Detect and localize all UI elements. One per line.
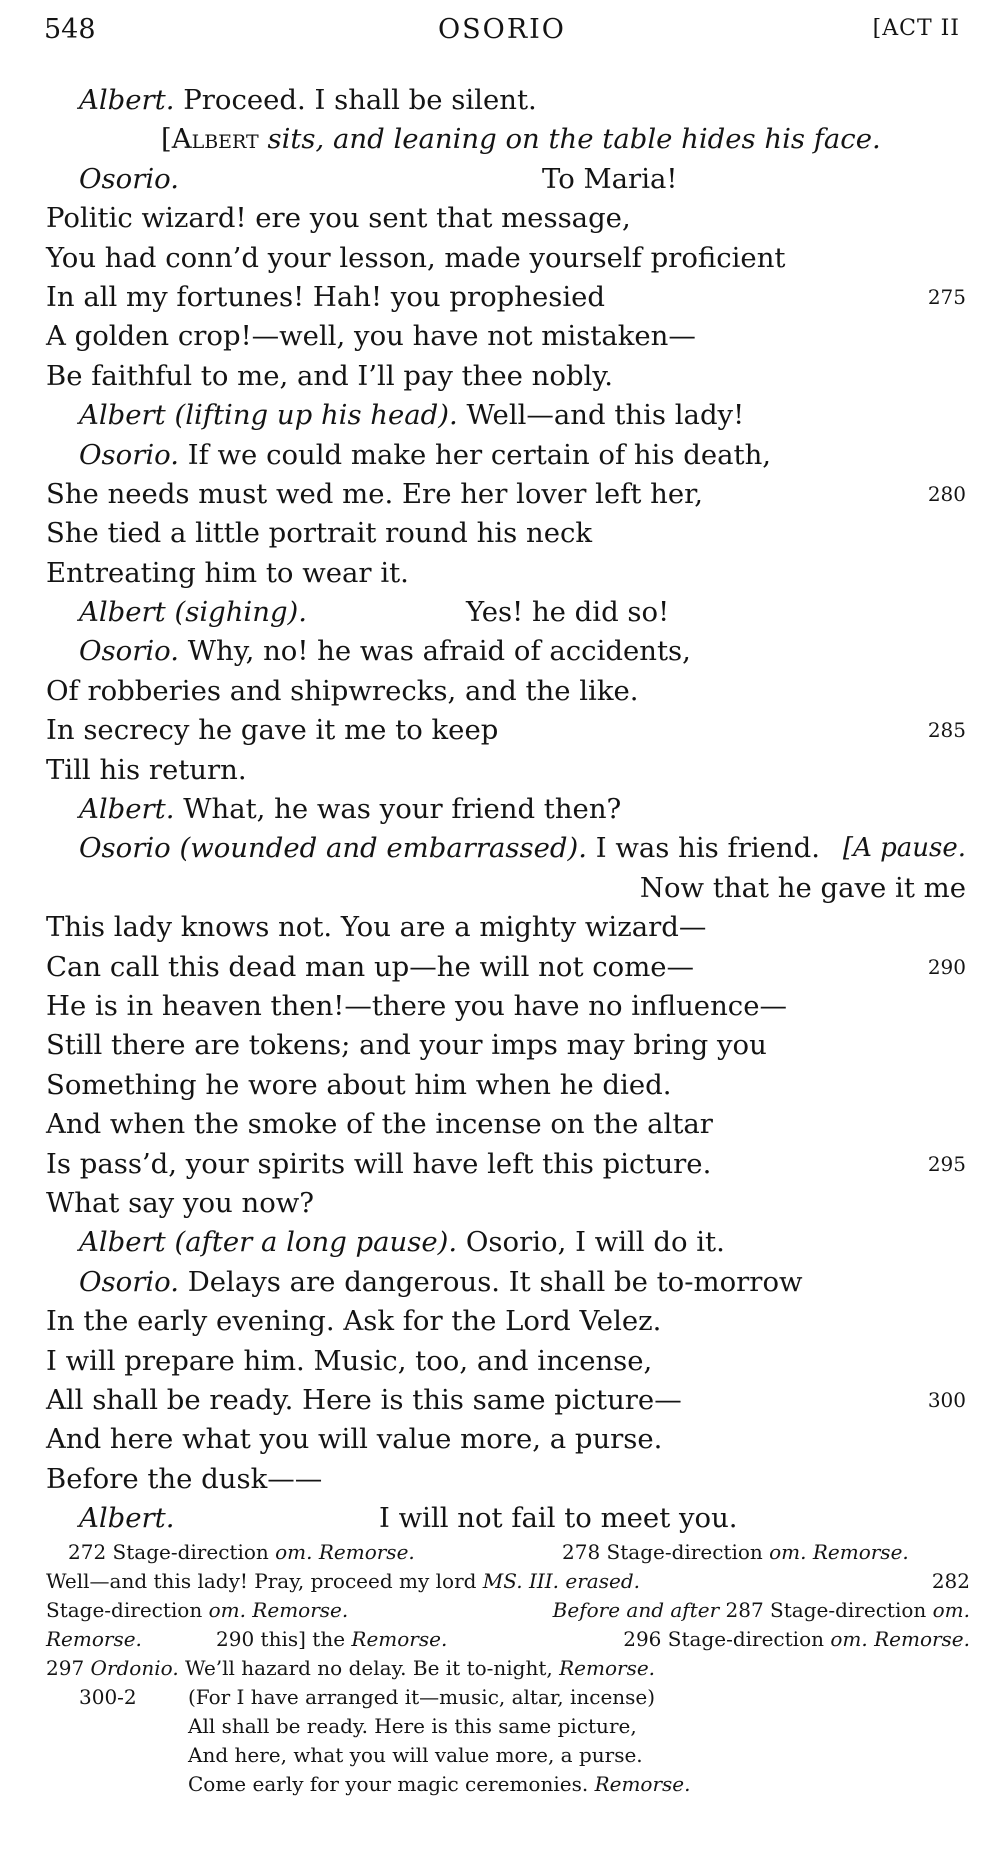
stage-direction-aside: [A pause.	[842, 833, 966, 864]
verse-line	[46, 1066, 966, 1105]
verse-line	[46, 711, 966, 750]
verse-line	[46, 239, 966, 278]
note-verse: (For I have arranged it—music, altar, incense)	[188, 1685, 656, 1709]
verse-line	[46, 1499, 966, 1538]
line-number: 280	[927, 481, 966, 506]
verse-text	[46, 81, 966, 1538]
note-text: Stage-direction	[606, 1540, 763, 1564]
speaker-name: Osorio	[79, 832, 171, 865]
line-number: 295	[927, 1151, 966, 1176]
note-line	[46, 1625, 970, 1654]
verse-line	[46, 1460, 966, 1499]
verse-line	[46, 908, 966, 947]
note-source: Remorse.	[46, 1627, 142, 1651]
speaker-name: Osorio.	[79, 438, 179, 471]
act-label: [ACT II	[872, 16, 960, 41]
verse-text-run: I will not fail to meet you.	[379, 1502, 738, 1535]
verse-line	[46, 632, 966, 671]
note-source: Remorse.	[594, 1772, 691, 1796]
verse-text-run: Something he wore about him when he died.	[46, 1068, 672, 1101]
verse-text-run: Why, no! he was afraid of accidents,	[187, 635, 691, 668]
verse-line	[46, 396, 966, 435]
verse-text-run: Well—and this lady!	[466, 399, 745, 432]
verse-text-run: Till his return.	[46, 753, 247, 786]
verse-text-run: What say you now?	[46, 1186, 315, 1219]
verse-line	[46, 1263, 966, 1302]
note-source: MS. III. erased.	[482, 1569, 640, 1593]
direction-text: (wounded and embarrassed).	[179, 832, 588, 865]
note-text: Stage-direction	[112, 1540, 269, 1564]
verse-text-run: Be faithful to me, and I’ll pay thee nobly.	[46, 359, 613, 392]
verse-line	[46, 554, 966, 593]
note-line-number: 282	[931, 1569, 970, 1593]
verse-line	[46, 1342, 966, 1381]
verse-line	[46, 790, 966, 829]
direction-text: (after a long pause).	[174, 1226, 458, 1259]
bracket: [	[161, 123, 172, 156]
note-source: Remorse.	[559, 1656, 656, 1680]
note-line	[46, 1654, 970, 1683]
verse-text-run: I will prepare him. Music, too, and incense,	[46, 1344, 653, 1377]
verse-line	[46, 514, 966, 553]
verse-text-run: You had conn’d your lesson, made yourself proficient	[46, 241, 786, 274]
verse-line	[46, 1184, 966, 1223]
page-number: 548	[44, 14, 96, 45]
note-line	[46, 1567, 970, 1596]
note-line	[46, 1596, 970, 1625]
verse-line	[46, 81, 966, 120]
speaker-name: Osorio.	[79, 162, 179, 195]
verse-line	[46, 199, 966, 238]
direction-text: (lifting up his head).	[174, 399, 458, 432]
verse-text-run: If we could make her certain of his death,	[187, 438, 772, 471]
speaker-name: Albert	[79, 399, 166, 432]
note-source: om. Remorse.	[208, 1598, 349, 1622]
note-line	[46, 1741, 970, 1770]
verse-text-run: Entreating him to wear it.	[46, 556, 409, 589]
note-text: this] the	[260, 1627, 346, 1651]
verse-line	[46, 1105, 966, 1144]
verse-line	[46, 672, 966, 711]
speaker-name: Albert	[79, 596, 166, 629]
verse-text-run: I was his friend.	[595, 832, 820, 865]
verse-line	[46, 948, 966, 987]
note-line-number: 287	[725, 1598, 764, 1622]
note-line-number: 272	[68, 1540, 107, 1564]
note-source: om.	[932, 1598, 970, 1622]
note-verse: All shall be ready. Here is this same picture,	[188, 1714, 637, 1738]
verse-text-run: A golden crop!—well, you have not mistaken—	[46, 320, 696, 353]
note-line	[46, 1683, 970, 1712]
speaker-name: Albert.	[79, 793, 175, 826]
note-text: Stage-direction	[667, 1627, 824, 1651]
note-source: om. Remorse.	[769, 1540, 909, 1564]
verse-text-run: She tied a little portrait round his neck	[46, 517, 593, 550]
line-number: 275	[927, 284, 966, 309]
verse-text-run: Now that he gave it me	[639, 871, 966, 904]
verse-text-run: He is in heaven then!—there you have no influence—	[46, 989, 787, 1022]
verse-text-run: In the early evening. Ask for the Lord Velez.	[46, 1305, 662, 1338]
note-line-number: 300-2	[79, 1685, 137, 1709]
note-source: om. Remorse.	[830, 1627, 970, 1651]
verse-text-run: To Maria!	[542, 162, 678, 195]
note-line	[46, 1712, 970, 1741]
direction-text: (sighing).	[174, 596, 308, 629]
note-verse: Come early for your magic ceremonies.	[188, 1772, 589, 1796]
verse-text-run: In all my fortunes! Hah! you prophesied	[46, 280, 606, 313]
note-source: om. Remorse.	[275, 1540, 415, 1564]
verse-text-run: All shall be ready. Here is this same picture—	[46, 1383, 682, 1416]
verse-text-run: Before the dusk——	[46, 1462, 323, 1495]
verse-line	[46, 1420, 966, 1459]
speaker-name: Osorio.	[79, 635, 179, 668]
note-line-number: 290	[216, 1627, 255, 1651]
verse-text-run: She needs must wed me. Ere her lover left her,	[46, 477, 704, 510]
verse-text-run: Of robberies and shipwrecks, and the like.	[46, 674, 639, 707]
verse-text-run: Can call this dead man up—he will not come—	[46, 950, 695, 983]
verse-text-run: And when the smoke of the incense on the altar	[46, 1108, 713, 1141]
verse-line	[46, 869, 966, 908]
verse-line	[46, 160, 966, 199]
verse-line	[46, 751, 966, 790]
speaker-name: Albert.	[79, 1502, 175, 1535]
verse-line	[46, 1026, 966, 1065]
verse-line	[46, 829, 966, 868]
direction-text: sits, and leaning on the table hides his face.	[267, 123, 881, 156]
line-number: 285	[927, 718, 966, 743]
stage-direction	[46, 120, 966, 159]
verse-text-run: What, he was your friend then?	[183, 793, 622, 826]
verse-line	[46, 1381, 966, 1420]
note-line	[46, 1770, 970, 1799]
note-text: Before and after	[552, 1598, 720, 1622]
note-source: Remorse.	[351, 1627, 448, 1651]
verse-text-run: Proceed. I shall be silent.	[183, 84, 537, 116]
speaker-name: Osorio.	[79, 1265, 179, 1298]
note-text: Stage-direction	[46, 1598, 203, 1622]
verse-text-run: Politic wizard! ere you sent that message,	[46, 202, 631, 235]
page-title: OSORIO	[438, 14, 566, 45]
note-line-number: 297	[46, 1656, 85, 1680]
verse-line	[46, 475, 966, 514]
note-line-number: 278	[562, 1540, 601, 1564]
verse-line	[46, 317, 966, 356]
verse-text-run: Osorio, I will do it.	[465, 1226, 725, 1259]
note-speaker: Ordonio.	[90, 1656, 179, 1680]
verse-line	[46, 987, 966, 1026]
note-line	[46, 1538, 970, 1567]
verse-text-run: Is pass’d, your spirits will have left this picture.	[46, 1147, 712, 1180]
verse-line	[46, 1145, 966, 1184]
line-number: 290	[927, 954, 966, 979]
verse-text-run: And here what you will value more, a purse.	[46, 1423, 663, 1456]
verse-text-run: Yes! he did so!	[466, 596, 670, 629]
note-verse: And here, what you will value more, a purse.	[188, 1743, 643, 1767]
verse-line	[46, 278, 966, 317]
character-name: Albert	[171, 123, 259, 156]
verse-line	[46, 357, 966, 396]
verse-line	[46, 436, 966, 475]
note-text: Stage-direction	[770, 1598, 927, 1622]
note-line-number: 296	[623, 1627, 662, 1651]
line-number: 300	[927, 1387, 966, 1412]
note-text: We’ll hazard no delay. Be it to-night,	[185, 1656, 553, 1680]
verse-line	[46, 1223, 966, 1262]
running-header	[44, 14, 960, 60]
verse-line	[46, 593, 966, 632]
note-text: Well—and this lady! Pray, proceed my lord	[46, 1569, 477, 1593]
verse-text-run: Still there are tokens; and your imps may bring you	[46, 1029, 767, 1062]
speaker-name: Albert	[79, 1226, 166, 1259]
textual-notes	[46, 1538, 970, 1799]
verse-text-run: In secrecy he gave it me to keep	[46, 714, 499, 747]
verse-line	[46, 1302, 966, 1341]
verse-text-run: Delays are dangerous. It shall be to-morrow	[187, 1265, 803, 1298]
verse-text-run: This lady knows not. You are a mighty wizard—	[46, 911, 707, 944]
speaker-name: Albert.	[79, 84, 175, 116]
